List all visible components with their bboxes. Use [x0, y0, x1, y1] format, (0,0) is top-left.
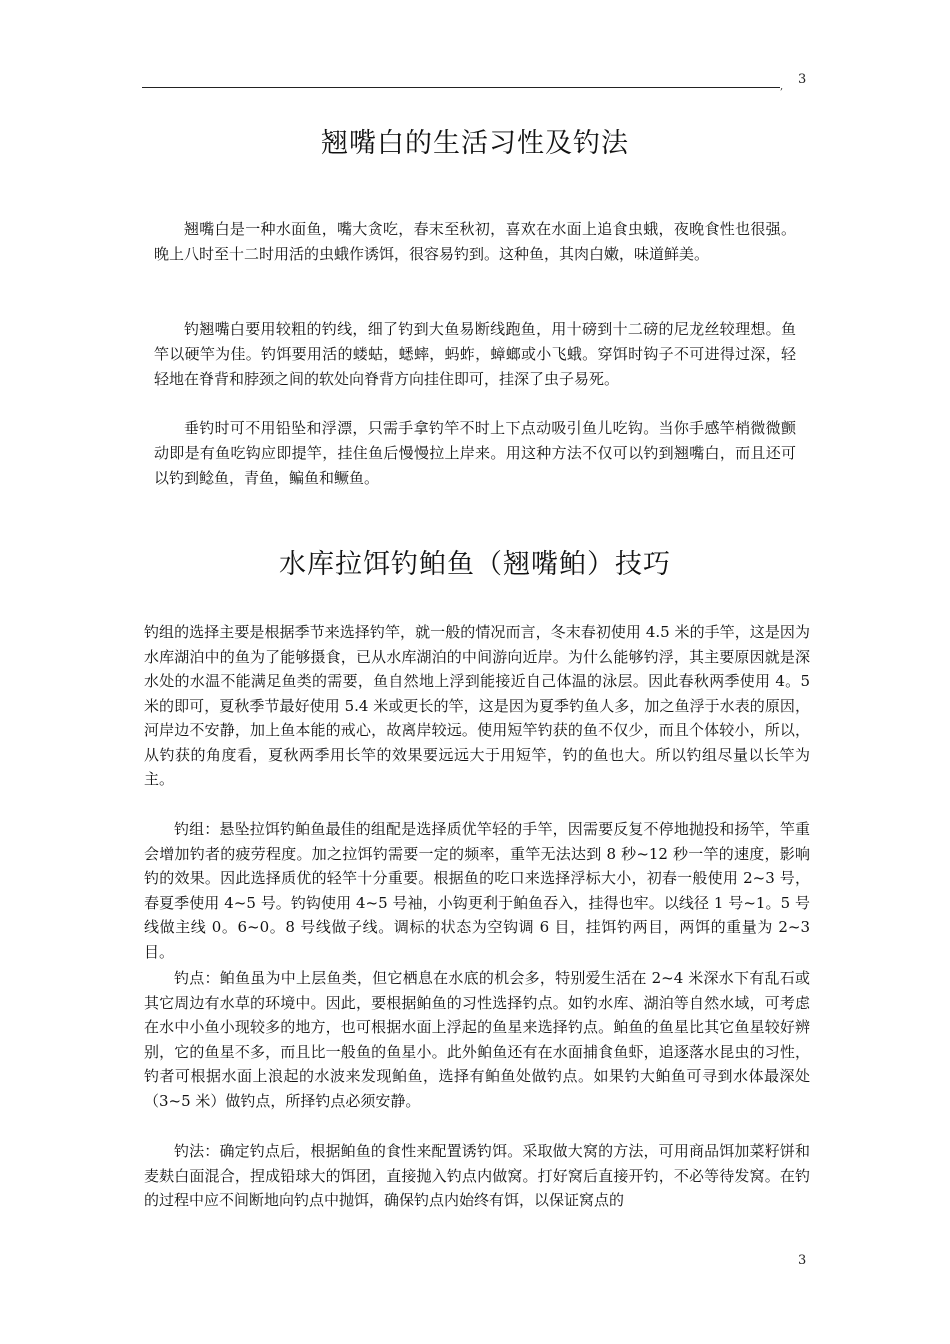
section1-title: 翘嘴白的生活习性及钓法: [321, 128, 629, 159]
section2-paragraph: 钓法：确定钓点后，根据鲌鱼的食性来配置诱钓饵。采取做大窝的方法，可用商品饵加菜籽饼和麦麸白面混合，捏成铅球大的饵团，直接抛入钓点内做窝。打好窝后直接开钓，不必等待发窝。在钓的过程中应不间断地向钓点中抛饵，确保钓点内始终有饵，以保证窝点的: [144, 1142, 810, 1209]
header-rule: [142, 87, 780, 88]
section2-paragraph: 钓点：鲌鱼虽为中上层鱼类，但它栖息在水底的机会多，特别爱生活在 2~4 米深水下有乱石或其它周边有水草的环境中。因此，要根据鲌鱼的习性选择钓点。如钓水库、湖泊等自然水域，可考虑在水中小鱼小现较多的地方，也可根据水面上浮起的鱼星来选择钓点。鲌鱼的鱼星比其它鱼星较好辨别，它的鱼星不多，而且比一般鱼的鱼星小。此外鲌鱼还有在水面捕食鱼虾，追逐落水昆虫的习性，钓者可根据水面上浪起的水波来发现鲌鱼，选择有鲌鱼处做钓点。如果钓大鲌鱼可寻到水体最深处（3~5 米）做钓点，所择钓点必须安静。: [144, 969, 810, 1110]
section2-paragraph: 钓组：悬坠拉饵钓鲌鱼最佳的组配是选择质优竿轻的手竿，因需要反复不停地抛投和扬竿，竿重会增加钓者的疲劳程度。加之拉饵钓需要一定的频率，重竿无法达到 8 秒~12 秒一竿的速度，影响钓的效果。因此选择质优的轻竿十分重要。根据鱼的吃口来选择浮标大小，初春一般使用 2~3 号，春夏季使用 4~5 号。钓钩使用 4~5 号袖，小钩更利于鲌鱼吞入，挂得也牢。以线径 1 号~1。5 号线做主线 0。6~0。8 号线做子线。调标的状态为空钩调 6 目，挂饵钓两目，两饵的重量为 2~3 目。: [144, 820, 810, 961]
header-tick: ,: [780, 81, 784, 92]
section2-paragraph: 钓组的选择主要是根据季节来选择钓竿，就一般的情况而言，冬末春初使用 4.5 米的手竿，这是因为水库湖泊中的鱼为了能够摄食，已从水库湖泊的中间游向近岸。为什么能够钓浮，其主要原因就是深水处的水温不能满足鱼类的需要，鱼自然地上浮到能接近自己体温的泳层。因此春秋两季使用 4。5 米的即可，夏秋季节最好使用 5.4 米或更长的竿，这是因为夏季钓鱼人多，加之鱼浮于水表的原因，河岸边不安静，加上鱼本能的戒心，故离岸较远。使用短竿钓获的鱼不仅少，而且个体较小，所以，从钓获的角度看，夏秋两季用长竿的效果要远远大于用短竿，钓的鱼也大。所以钓组尽量以长竿为主。: [144, 623, 810, 788]
section2-title: 水库拉饵钓鲌鱼（翘嘴鲌）技巧: [279, 549, 671, 580]
header-page-number: 3: [798, 72, 807, 87]
section1-paragraph: 垂钓时可不用铅坠和浮漂，只需手拿钓竿不时上下点动吸引鱼儿吃钩。当你手感竿梢微微颤动即是有鱼吃钩应即提竿，挂住鱼后慢慢拉上岸来。用这种方法不仅可以钓到翘嘴白，而且还可以钓到鲶鱼，青鱼，鳊鱼和鳜鱼。: [154, 419, 796, 487]
section1-paragraph: 翘嘴白是一种水面鱼，嘴大贪吃，春末至秋初，喜欢在水面上追食虫蛾，夜晚食性也很强。晚上八时至十二时用活的虫蛾作诱饵，很容易钓到。这种鱼，其肉白嫩，味道鲜美。: [154, 220, 796, 263]
footer-page-number: 3: [798, 1253, 807, 1268]
section1-paragraph: 钓翘嘴白要用较粗的钓线，细了钓到大鱼易断线跑鱼，用十磅到十二磅的尼龙丝较理想。鱼竿以硬竿为佳。钓饵要用活的蝼蛄，蟋蟀，蚂蚱，蟑螂或小飞蛾。穿饵时钩子不可进得过深，轻轻地在脊背和脖颈之间的软处向脊背方向挂住即可，挂深了虫子易死。: [154, 320, 796, 388]
